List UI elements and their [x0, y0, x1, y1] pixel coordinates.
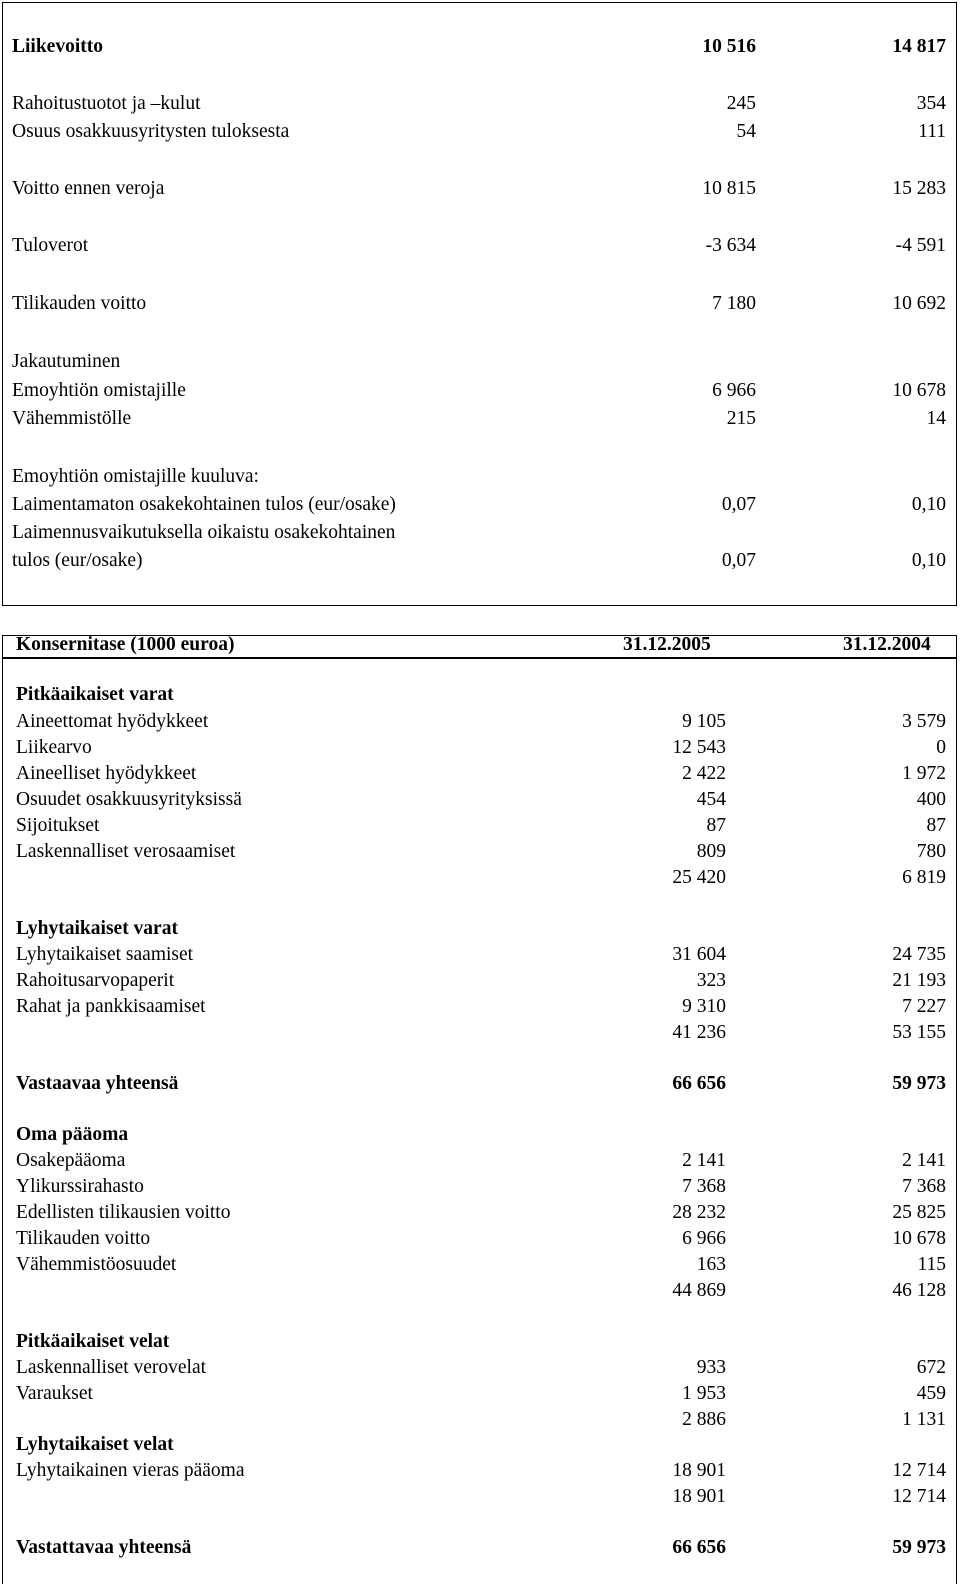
balance-row-label: Edellisten tilikausien voitto [16, 1202, 231, 1223]
balance-row-value-2005: 1 953 [682, 1383, 726, 1404]
balance-row-value-2004: 3 579 [902, 711, 946, 732]
balance-row-label: Lyhytaikainen vieras pääoma [16, 1460, 245, 1481]
balance-row-value-2004: 59 973 [892, 1073, 946, 1094]
income-row-label: Voitto ennen veroja [12, 178, 165, 199]
balance-row-label: Ylikurssirahasto [16, 1176, 144, 1197]
income-row-value-2004: 111 [918, 121, 946, 142]
balance-row-label: Tilikauden voitto [16, 1228, 151, 1249]
income-row-label: Emoyhtiön omistajille [12, 380, 186, 401]
income-row-label: Emoyhtiön omistajille kuuluva: [12, 466, 259, 487]
income-row-value-2004: 0,10 [911, 494, 946, 515]
balance-row-value-2004: 1 972 [902, 763, 946, 784]
balance-row-value-2004: 672 [916, 1357, 946, 1378]
balance-row-label: Rahat ja pankkisaamiset [16, 996, 206, 1017]
balance-row-value-2004: 53 155 [892, 1022, 946, 1043]
income-row-value-2005: 7 180 [712, 293, 756, 314]
balance-row-value-2005: 18 901 [672, 1460, 726, 1481]
balance-row-value-2004: 12 714 [892, 1486, 946, 1507]
income-row-value-2004: -4 591 [895, 235, 946, 256]
balance-row-label: Osuudet osakkuusyrityksissä [16, 789, 242, 810]
balance-row-label: Aineettomat hyödykkeet [16, 711, 209, 732]
balance-row-value-2005: 6 966 [682, 1228, 726, 1249]
balance-row-value-2005: 163 [696, 1254, 726, 1275]
balance-row-label: Lyhytaikaiset saamiset [16, 944, 194, 965]
income-row-label: Laimennusvaikutuksella oikaistu osakekohtainen [12, 522, 396, 543]
income-row-value-2005: 54 [736, 121, 756, 142]
balance-header-col-2004: 31.12.2004 [843, 634, 931, 655]
income-row-value-2004: 354 [916, 93, 946, 114]
income-row-value-2004: 10 678 [892, 380, 946, 401]
income-row-value-2004: 0,10 [911, 550, 946, 571]
balance-row-label: Vastattavaa yhteensä [16, 1537, 192, 1558]
income-row-label: Tuloverot [12, 235, 89, 256]
balance-row-value-2005: 18 901 [672, 1486, 726, 1507]
balance-row-value-2004: 1 131 [902, 1409, 946, 1430]
balance-header-title: Konsernitase (1000 euroa) [16, 634, 235, 655]
balance-row-value-2005: 2 141 [682, 1150, 726, 1171]
balance-row-value-2004: 459 [916, 1383, 946, 1404]
balance-row-label: Oma pääoma [16, 1124, 129, 1145]
balance-row-label: Laskennalliset verosaamiset [16, 841, 236, 862]
balance-row-label: Osakepääoma [16, 1150, 126, 1171]
balance-row-value-2004: 25 825 [892, 1202, 946, 1223]
balance-row-value-2005: 12 543 [672, 737, 726, 758]
balance-row-value-2005: 25 420 [672, 867, 726, 888]
balance-row-value-2004: 7 368 [902, 1176, 946, 1197]
balance-row-value-2005: 66 656 [672, 1073, 726, 1094]
balance-row-value-2005: 28 232 [672, 1202, 726, 1223]
balance-row-value-2005: 2 886 [682, 1409, 726, 1430]
balance-row-value-2004: 0 [936, 737, 946, 758]
income-row-label: Laimentamaton osakekohtainen tulos (eur/osake) [12, 494, 396, 515]
balance-row-value-2004: 10 678 [892, 1228, 946, 1249]
balance-row-value-2005: 66 656 [672, 1537, 726, 1558]
balance-row-label: Vähemmistöosuudet [16, 1254, 177, 1275]
balance-row-value-2004: 115 [917, 1254, 946, 1275]
balance-row-value-2004: 12 714 [892, 1460, 946, 1481]
balance-row-value-2005: 7 368 [682, 1176, 726, 1197]
income-row-value-2004: 15 283 [892, 178, 946, 199]
balance-row-value-2005: 41 236 [672, 1022, 726, 1043]
balance-header-col-2005: 31.12.2005 [623, 634, 711, 655]
balance-header-divider [2, 657, 957, 659]
income-row-value-2004: 14 [926, 408, 946, 429]
balance-row-value-2005: 87 [706, 815, 726, 836]
income-row-value-2005: 6 966 [712, 380, 756, 401]
income-row-value-2005: 0,07 [721, 550, 756, 571]
income-row-value-2005: 0,07 [721, 494, 756, 515]
income-row-label: Tilikauden voitto [12, 293, 147, 314]
income-row-label: Liikevoitto [12, 36, 103, 57]
balance-row-value-2005: 809 [696, 841, 726, 862]
income-row-value-2005: 245 [726, 93, 756, 114]
balance-row-value-2004: 780 [916, 841, 946, 862]
balance-row-label: Liikearvo [16, 737, 92, 758]
balance-row-value-2004: 400 [916, 789, 946, 810]
balance-row-value-2004: 7 227 [902, 996, 946, 1017]
income-row-label: tulos (eur/osake) [12, 550, 143, 571]
income-row-label: Vähemmistölle [12, 408, 132, 429]
balance-row-value-2005: 9 105 [682, 711, 726, 732]
balance-row-value-2005: 44 869 [672, 1280, 726, 1301]
balance-row-label: Lyhytaikaiset velat [16, 1434, 174, 1455]
income-row-value-2005: -3 634 [705, 235, 756, 256]
income-row-value-2004: 10 692 [892, 293, 946, 314]
balance-row-label: Sijoitukset [16, 815, 100, 836]
income-row-value-2005: 10 815 [702, 178, 756, 199]
balance-row-label: Pitkäaikaiset varat [16, 684, 174, 705]
income-row-label: Rahoitustuotot ja –kulut [12, 93, 201, 114]
balance-row-label: Laskennalliset verovelat [16, 1357, 207, 1378]
balance-row-value-2005: 933 [696, 1357, 726, 1378]
balance-row-value-2004: 21 193 [892, 970, 946, 991]
balance-row-value-2005: 9 310 [682, 996, 726, 1017]
balance-row-value-2005: 454 [696, 789, 726, 810]
balance-row-value-2004: 6 819 [902, 867, 946, 888]
balance-row-value-2004: 87 [926, 815, 946, 836]
balance-row-label: Vastaavaa yhteensä [16, 1073, 179, 1094]
balance-row-value-2005: 323 [696, 970, 726, 991]
balance-row-label: Lyhytaikaiset varat [16, 918, 178, 939]
balance-row-value-2005: 31 604 [672, 944, 726, 965]
balance-row-value-2004: 46 128 [892, 1280, 946, 1301]
income-row-label: Osuus osakkuusyritysten tuloksesta [12, 121, 290, 142]
income-row-value-2005: 10 516 [702, 36, 756, 57]
balance-row-value-2004: 24 735 [892, 944, 946, 965]
income-row-label: Jakautuminen [12, 351, 121, 372]
balance-row-label: Pitkäaikaiset velat [16, 1331, 170, 1352]
balance-row-value-2004: 2 141 [902, 1150, 946, 1171]
balance-row-value-2005: 2 422 [682, 763, 726, 784]
balance-row-label: Varaukset [16, 1383, 93, 1404]
balance-row-label: Rahoitusarvopaperit [16, 970, 175, 991]
income-row-value-2005: 215 [726, 408, 756, 429]
income-row-value-2004: 14 817 [892, 36, 946, 57]
balance-row-value-2004: 59 973 [892, 1537, 946, 1558]
balance-row-label: Aineelliset hyödykkeet [16, 763, 197, 784]
